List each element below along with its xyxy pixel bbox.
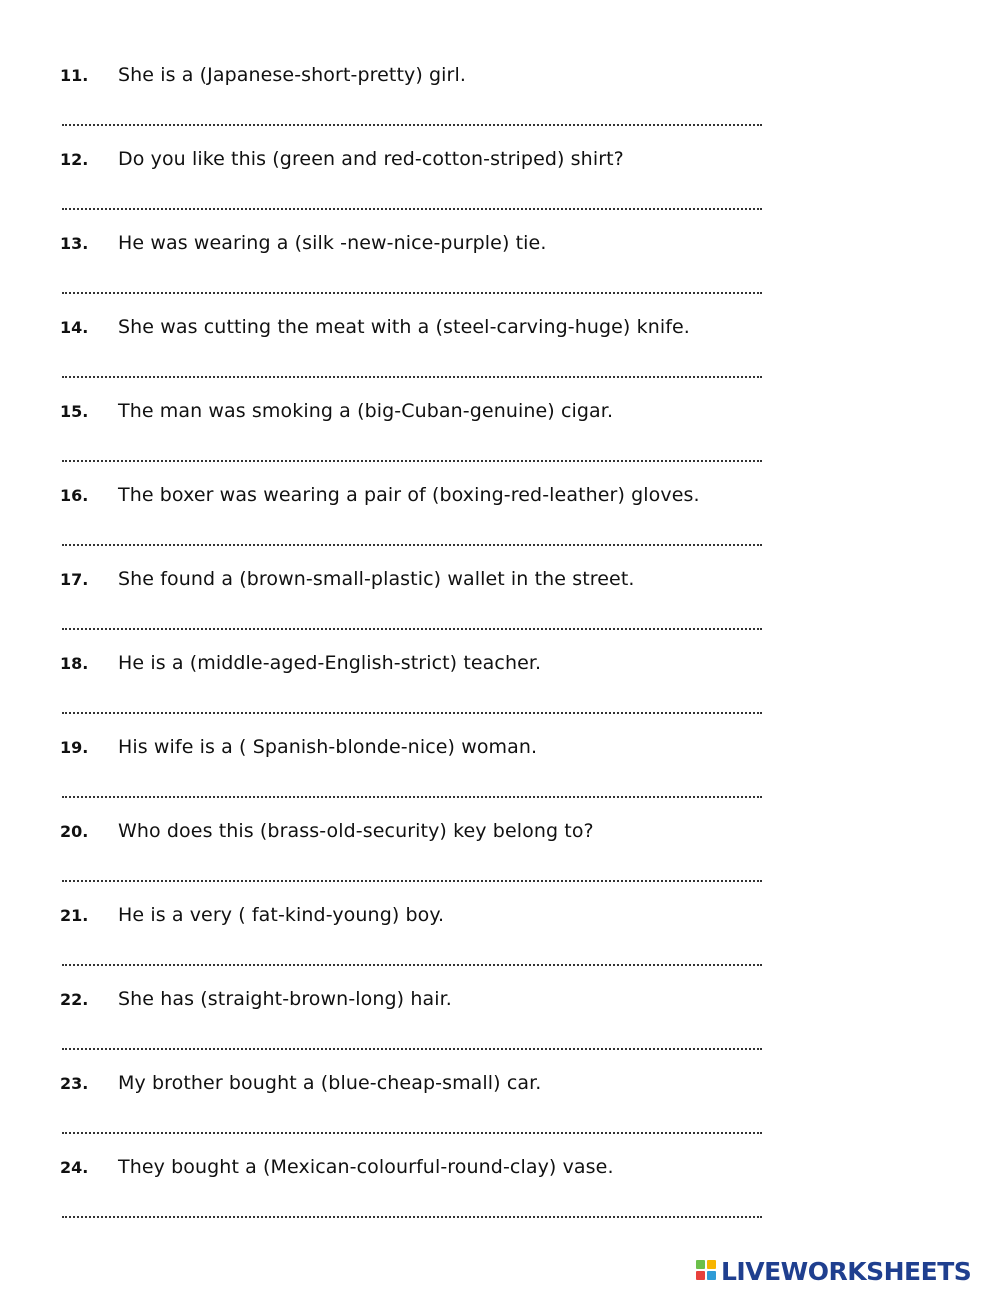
question-item xyxy=(0,736,1000,820)
question-item xyxy=(0,316,1000,400)
question-text: The man was smoking a (big-Cuban-genuine) cigar. xyxy=(118,400,614,422)
question-text: The boxer was wearing a pair of (boxing-red-leather) gloves. xyxy=(118,484,700,506)
answer-input[interactable] xyxy=(62,694,762,714)
question-number: 18. xyxy=(60,654,89,673)
answer-input[interactable] xyxy=(62,946,762,966)
question-number: 21. xyxy=(60,906,89,925)
question-item xyxy=(0,64,1000,148)
question-text: He was wearing a (silk -new-nice-purple) tie. xyxy=(118,232,547,254)
answer-input[interactable] xyxy=(62,442,762,462)
question-item xyxy=(0,820,1000,904)
answer-input[interactable] xyxy=(62,1198,762,1218)
logo-square-red xyxy=(696,1271,705,1280)
question-number: 17. xyxy=(60,570,89,589)
logo-square-green xyxy=(696,1260,705,1269)
logo-square-blue xyxy=(707,1271,716,1280)
answer-input[interactable] xyxy=(62,1114,762,1134)
question-text: Who does this (brass-old-security) key belong to? xyxy=(118,820,594,842)
question-item xyxy=(0,568,1000,652)
question-text: Do you like this (green and red-cotton-striped) shirt? xyxy=(118,148,624,170)
question-item xyxy=(0,484,1000,568)
answer-input[interactable] xyxy=(62,610,762,630)
question-number: 23. xyxy=(60,1074,89,1093)
logo-square-yellow xyxy=(707,1260,716,1269)
question-text: My brother bought a (blue-cheap-small) car. xyxy=(118,1072,542,1094)
answer-input[interactable] xyxy=(62,778,762,798)
question-text: She is a (Japanese-short-pretty) girl. xyxy=(118,64,466,86)
answer-input[interactable] xyxy=(62,106,762,126)
question-item xyxy=(0,1156,1000,1240)
liveworksheets-logo-icon xyxy=(696,1259,718,1283)
question-item xyxy=(0,652,1000,736)
question-number: 11. xyxy=(60,66,89,85)
question-number: 15. xyxy=(60,402,89,421)
question-item xyxy=(0,148,1000,232)
question-text: He is a (middle-aged-English-strict) teacher. xyxy=(118,652,542,674)
question-item xyxy=(0,232,1000,316)
question-number: 16. xyxy=(60,486,89,505)
answer-input[interactable] xyxy=(62,862,762,882)
question-number: 19. xyxy=(60,738,89,757)
question-text: He is a very ( fat-kind-young) boy. xyxy=(118,904,445,926)
question-text: She found a (brown-small-plastic) wallet in the street. xyxy=(118,568,635,590)
question-item xyxy=(0,1072,1000,1156)
liveworksheets-brand[interactable] xyxy=(696,1256,971,1286)
question-text: She has (straight-brown-long) hair. xyxy=(118,988,452,1010)
answer-input[interactable] xyxy=(62,190,762,210)
question-number: 24. xyxy=(60,1158,89,1177)
question-text: She was cutting the meat with a (steel-carving-huge) knife. xyxy=(118,316,690,338)
question-number: 14. xyxy=(60,318,89,337)
question-number: 20. xyxy=(60,822,89,841)
brand-wordmark: LIVEWORKSHEETS xyxy=(721,1256,972,1286)
answer-input[interactable] xyxy=(62,526,762,546)
answer-input[interactable] xyxy=(62,1030,762,1050)
answer-input[interactable] xyxy=(62,358,762,378)
question-text: His wife is a ( Spanish-blonde-nice) woman. xyxy=(118,736,538,758)
question-item xyxy=(0,400,1000,484)
question-item xyxy=(0,904,1000,988)
question-item xyxy=(0,988,1000,1072)
question-number: 12. xyxy=(60,150,89,169)
question-number: 13. xyxy=(60,234,89,253)
question-number: 22. xyxy=(60,990,89,1009)
question-text: They bought a (Mexican-colourful-round-clay) vase. xyxy=(118,1156,614,1178)
answer-input[interactable] xyxy=(62,274,762,294)
